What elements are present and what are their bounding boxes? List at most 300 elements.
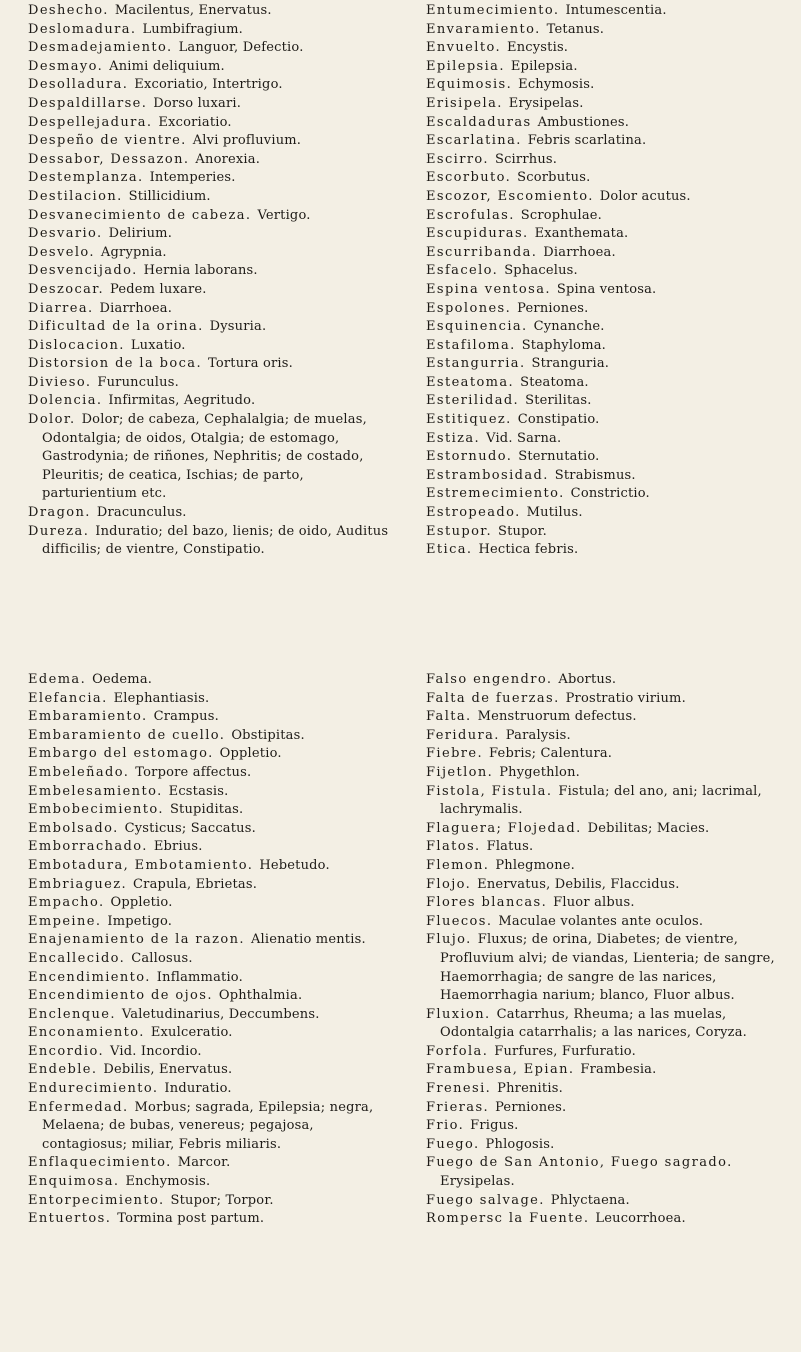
dictionary-entry [426,2,801,21]
entry-headword: Falta. [426,709,472,725]
entry-definition: Menstruorum defectus. [477,709,637,725]
entry-definition: Sternutatio. [518,449,600,465]
dictionary-entry [28,727,403,746]
entry-definition: Languor, Defectio. [178,40,304,56]
entry-headword: Envuelto. [426,40,501,56]
entry-headword: Emborrachado. [28,839,148,855]
entry-definition: Strabismus. [554,467,636,483]
entry-definition: Excoriatio. [158,114,232,130]
dictionary-entry [426,894,801,913]
dictionary-entry [426,838,801,857]
entry-headword: Espina ventosa. [426,281,551,297]
entry-definition: Valetudinarius, Deccumbens. [121,1006,320,1022]
dictionary-entry [28,876,403,895]
entry-headword: Dificultad de la orina. [28,319,204,335]
entry-headword: Forfola. [426,1043,489,1059]
dictionary-entry [426,820,801,839]
dictionary-entry [28,783,403,802]
dictionary-entry [426,745,801,764]
entry-definition: Scirrhus. [494,151,558,167]
entry-headword: Escaldaduras [426,114,532,130]
entry-definition: Constipatio. [517,412,600,428]
dictionary-entry [426,58,801,77]
entry-headword: Desolladura. [28,77,129,93]
entry-definition: Alienatio mentis. [250,932,366,948]
dictionary-entry [426,318,801,337]
entry-definition: Exulceratio. [150,1025,233,1041]
entry-definition: Sphacelus. [504,263,578,279]
entry-headword: Flujo. [426,932,472,948]
entry-definition: Infirmitas, Aegritudo. [108,393,256,409]
entry-definition: Torpore affectus. [135,764,252,780]
entry-headword: Embotadura, Embotamiento. [28,857,254,873]
entry-headword: Flatos. [426,839,481,855]
dictionary-entry [426,1043,801,1062]
dictionary-entry [28,894,403,913]
dictionary-entry [426,523,801,542]
entry-headword: Fijetlon. [426,764,494,780]
entry-definition: Stupor; Torpor. [170,1192,274,1208]
entry-definition: Hectica febris. [478,542,579,558]
entry-headword: Esfacelo. [426,263,499,279]
entry-definition: Tetanus. [546,21,605,37]
entry-definition: Intumescentia. [565,3,667,18]
entry-headword: Flojo. [426,876,472,892]
entry-definition: Perniones. [517,300,589,316]
dictionary-entry [28,151,403,170]
entry-headword: Desvario. [28,226,103,242]
entry-headword: Equimosis. [426,77,513,93]
entry-headword: Destilacion. [28,188,123,204]
dictionary-entry [426,207,801,226]
entry-headword: Enflaquecimiento. [28,1155,172,1171]
entry-headword: Falta de fuerzas. [426,690,560,706]
entry-headword: Dolencia. [28,393,103,409]
dictionary-entry [426,1061,801,1080]
entry-definition: Animi deliquium. [109,58,225,74]
entry-definition: Prostratio virium. [565,690,686,706]
entry-definition: Spina ventosa. [556,281,657,297]
dictionary-entry [426,541,801,560]
entry-headword: Estangurria. [426,356,526,372]
entry-definition: Fluor albus. [553,895,635,911]
dictionary-entry [426,504,801,523]
dictionary-entry [28,838,403,857]
dictionary-entry [426,337,801,356]
entry-definition: Furfures, Furfuratio. [494,1043,636,1059]
entry-definition: Luxatio. [130,337,186,353]
entry-headword: Erisipela. [426,95,503,111]
entry-definition: Cysticus; Saccatus. [124,820,256,836]
dictionary-entry [426,262,801,281]
dictionary-entry [426,244,801,263]
entry-definition: Dolor acutus. [599,188,691,204]
entry-definition: Phygethlon. [499,764,580,780]
entry-headword: Falso engendro. [426,672,553,687]
entry-definition: Morbus; sagrada, Epilepsia; negra, Melaena; de bubas, venereus; pegajosa, contagiosus; miliar, Febris miliaris. [42,1099,374,1152]
entry-headword: Rompersc la Fuente. [426,1211,590,1227]
entry-definition: Ophthalmia. [218,988,303,1004]
dictionary-entry [426,485,801,504]
entry-headword: Esquinencia. [426,319,528,335]
dictionary-entry [28,1024,403,1043]
entry-headword: Frambuesa, Epian. [426,1062,575,1078]
entry-headword: Enajenamiento de la razon. [28,932,245,948]
entry-headword: Estremecimiento. [426,486,565,502]
entry-definition: Obstipitas. [231,727,305,743]
entry-definition: Febris; Calentura. [489,746,613,762]
dictionary-entry [28,244,403,263]
entry-headword: Destemplanza. [28,170,144,186]
entry-headword: Frenesi. [426,1081,492,1097]
dictionary-entry [426,39,801,58]
dictionary-entry [28,1192,403,1211]
entry-headword: Encendimiento de ojos. [28,988,213,1004]
entry-headword: Escrofulas. [426,207,515,223]
entry-headword: Desvencijado. [28,263,138,279]
entry-definition: Exanthemata. [534,226,629,242]
dictionary-entry [28,188,403,207]
entry-definition: Macilentus, Enervatus. [114,3,272,18]
entry-headword: Entuertos. [28,1211,112,1227]
dictionary-entry [28,969,403,988]
dictionary-entry [426,1136,801,1155]
entry-headword: Fuego de San Antonio, Fuego sagrado. [426,1155,733,1171]
entry-headword: Desmadejamiento. [28,40,173,56]
entry-headword: Desmayo. [28,58,104,74]
dictionary-entry [426,1080,801,1099]
dictionary-entry [28,1006,403,1025]
entry-definition: Phlogosis. [485,1136,555,1152]
entry-definition: Perniones. [495,1099,567,1115]
entry-headword: Deslomadura. [28,21,137,37]
entry-definition: Echymosis. [518,77,595,93]
entry-headword: Enclenque. [28,1006,116,1022]
dictionary-entry [426,355,801,374]
entry-headword: Embolsado. [28,820,119,836]
entry-headword: Dolor. [28,412,76,428]
entry-definition: Impetigo. [107,913,173,929]
entry-definition: Hernia laborans. [143,263,258,279]
entry-definition: Constrictio. [570,486,650,502]
dictionary-entry [28,801,403,820]
entry-definition: Stupiditas. [169,802,244,818]
entry-headword: Enquimosa. [28,1174,120,1190]
entry-headword: Deszocar. [28,281,105,297]
dictionary-entry [28,337,403,356]
entry-definition: Debilis, Enervatus. [103,1062,233,1078]
dictionary-entry [28,1061,403,1080]
entry-headword: Edema. [28,672,87,687]
dictionary-entry [426,76,801,95]
dictionary-entry [426,281,801,300]
entry-headword: Estafiloma. [426,337,516,353]
entry-definition: Dorso luxari. [153,95,242,111]
entry-definition: Vid. Sarna. [486,430,562,446]
dictionary-entry [28,1210,403,1229]
entry-headword: Esteatoma. [426,374,515,390]
dictionary-entry [28,169,403,188]
entry-definition: Dolor; de cabeza, Cephalalgia; de muelas, Odontalgia; de oidos, Otalgia; de estomago, Gastrodynia; de riñones, Nephritis; de costado, Pleuritis; de ceatica, Ischias; de parto, parturientium etc. [42,412,367,502]
dictionary-entry [426,151,801,170]
dictionary-entry [28,931,403,950]
dictionary-entry [28,76,403,95]
dictionary-entry [28,411,403,504]
dictionary-entry [426,783,801,820]
dictionary-entry [28,1043,403,1062]
dictionary-entry [28,987,403,1006]
dictionary-entry [426,114,801,133]
entry-headword: Feridura. [426,727,500,743]
dictionary-entry [28,690,403,709]
dictionary-entry [28,2,403,21]
entry-definition: Vid. Incordio. [110,1043,202,1059]
entry-headword: Embeleñado. [28,764,130,780]
entry-definition: Epilepsia. [510,58,578,74]
entry-definition: Scrophulae. [520,207,603,223]
dictionary-entry [28,950,403,969]
entry-definition: Flatus. [486,839,534,855]
entry-headword: Flores blancas. [426,895,548,911]
entry-definition: Fluxus; de orina, Diabetes; de vientre, Profluvium alvi; de viandas, Lienteria; de sangre, Haemorrhagia; de sangre de las narices, Haemorrhagia narium; blanco, Fluor albus. [440,932,775,1004]
entry-definition: Stranguria. [531,356,610,372]
entry-definition: Oppletio. [219,746,282,762]
entry-headword: Esterilidad. [426,393,520,409]
entry-headword: Dragon. [28,505,91,521]
entry-definition: Enchymosis. [125,1174,211,1190]
entry-definition: Excoriatio, Intertrigo. [134,77,283,93]
entry-headword: Envaramiento. [426,21,541,37]
entry-headword: Desvelo. [28,244,95,260]
entry-headword: Fuego salvage. [426,1192,545,1208]
entry-definition: Erysipelas. [508,95,584,111]
entry-headword: Empacho. [28,895,105,911]
dictionary-entry [426,21,801,40]
dictionary-entry [426,913,801,932]
dictionary-entry [28,1080,403,1099]
entry-headword: Espolones. [426,300,512,316]
dictionary-entry [426,876,801,895]
entry-definition: Catarrhus, Rheuma; a las muelas, Odontalgia catarrhalis; a las narices, Coryza. [440,1006,747,1041]
dictionary-entry [28,1099,403,1155]
entry-headword: Fiebre. [426,746,484,762]
entry-headword: Estitiquez. [426,412,512,428]
entry-definition: Ecstasis. [168,783,229,799]
entry-headword: Fistola, Fistula. [426,783,553,799]
dictionary-entry [426,931,801,1005]
entry-definition: Pedem luxare. [110,281,207,297]
entry-headword: Escorbuto. [426,170,512,186]
entry-headword: Entorpecimiento. [28,1192,165,1208]
entry-definition: Ebrius. [153,839,203,855]
entry-headword: Estrambosidad. [426,467,549,483]
entry-headword: Endeble. [28,1062,98,1078]
entry-definition: Delirium. [108,226,173,242]
entry-definition: Intemperies. [149,170,236,186]
entry-headword: Frio. [426,1118,465,1134]
dictionary-entry [28,523,403,560]
entry-definition: Induratio; del bazo, lienis; de oido, Auditus difficilis; de vientre, Constipatio. [42,523,389,558]
entry-definition: Alvi profluvium. [192,133,302,149]
entry-headword: Encendimiento. [28,969,151,985]
dictionary-entry [426,671,801,690]
dictionary-entry [28,857,403,876]
dictionary-entry [426,411,801,430]
entry-headword: Diarrea. [28,300,94,316]
entry-definition: Callosus. [131,950,193,966]
dictionary-entry [28,281,403,300]
entry-headword: Dessabor, Dessazon. [28,151,190,167]
entry-definition: Dysuria. [209,319,267,335]
entry-definition: Frambesia. [580,1062,657,1078]
dictionary-entry [426,727,801,746]
dictionary-entry [28,58,403,77]
dictionary-entry [426,169,801,188]
entry-headword: Epilepsia. [426,58,505,74]
dictionary-entry [28,95,403,114]
dictionary-entry [426,467,801,486]
entry-headword: Empeine. [28,913,102,929]
dictionary-entry [426,764,801,783]
entry-definition: Inflammatio. [156,969,243,985]
entry-definition: Debilitas; Macies. [587,820,710,836]
dictionary-entry [426,374,801,393]
entry-headword: Entumecimiento. [426,3,560,18]
entry-headword: Escarlatina. [426,133,522,149]
entry-definition: Phlegmone. [495,857,575,873]
entry-headword: Embelesamiento. [28,783,163,799]
entry-definition: Leucorrhoea. [595,1211,686,1227]
entry-headword: Embriaguez. [28,876,128,892]
column-top-left [28,2,403,560]
entry-definition: Phlyctaena. [550,1192,630,1208]
dictionary-entry [28,39,403,58]
entry-definition: Oedema. [92,672,153,687]
entry-headword: Distorsion de la boca. [28,356,202,372]
entry-definition: Frigus. [470,1118,519,1134]
entry-headword: Etica. [426,542,473,558]
entry-definition: Cynanche. [533,319,605,335]
entry-definition: Agrypnia. [100,244,167,260]
dictionary-entry [28,21,403,40]
dictionary-entry [426,708,801,727]
entry-definition: Enervatus, Debilis, Flaccidus. [477,876,680,892]
entry-headword: Embaramiento de cuello. [28,727,226,743]
entry-headword: Despaldillarse. [28,95,148,111]
entry-headword: Despeño de vientre. [28,133,187,149]
dictionary-entry [28,392,403,411]
entry-headword: Escirro. [426,151,489,167]
dictionary-entry [426,225,801,244]
entry-definition: Ambustiones. [537,114,630,130]
entry-headword: Deshecho. [28,3,109,18]
entry-headword: Fluecos. [426,913,493,929]
entry-definition: Sterilitas. [525,393,592,409]
dictionary-entry [28,1154,403,1173]
dictionary-entry [426,95,801,114]
entry-headword: Divieso. [28,374,92,390]
entry-definition: Vertigo. [257,207,311,223]
dictionary-entry [28,708,403,727]
entry-headword: Despellejadura. [28,114,153,130]
entry-headword: Encordio. [28,1043,104,1059]
entry-definition: Tortura oris. [207,356,293,372]
dictionary-entry [28,820,403,839]
dictionary-entry [426,1210,801,1229]
dictionary-entry [28,1173,403,1192]
entry-headword: Frieras. [426,1099,490,1115]
dictionary-entry [28,913,403,932]
entry-headword: Fluxion. [426,1006,491,1022]
entry-headword: Escozor, Escomiento. [426,188,594,204]
dictionary-entry [28,132,403,151]
entry-definition: Elephantiasis. [113,690,210,706]
dictionary-entry [426,300,801,319]
dictionary-entry [426,392,801,411]
entry-definition: Anorexia. [195,151,261,167]
entry-headword: Estupor. [426,523,493,539]
entry-headword: Embargo del estomago. [28,746,214,762]
dictionary-entry [426,1099,801,1118]
entry-definition: Dracunculus. [96,505,187,521]
column-bottom-right [426,671,801,1229]
entry-headword: Estornudo. [426,449,513,465]
dictionary-entry [28,262,403,281]
dictionary-entry [426,1006,801,1043]
entry-definition: Furunculus. [97,374,179,390]
dictionary-entry [28,225,403,244]
entry-definition: Febris scarlatina. [527,133,647,149]
entry-definition: Oppletio. [110,895,173,911]
entry-headword: Escupiduras. [426,226,529,242]
dictionary-entry [426,132,801,151]
dictionary-entry [28,745,403,764]
dictionary-entry [426,448,801,467]
dictionary-entry [426,1117,801,1136]
entry-definition: Crampus. [153,709,219,725]
dictionary-entry [28,114,403,133]
entry-headword: Dislocacion. [28,337,125,353]
entry-headword: Estropeado. [426,505,521,521]
entry-definition: Marcor. [177,1155,231,1171]
dictionary-entry [28,318,403,337]
entry-definition: Staphyloma. [521,337,607,353]
entry-headword: Fuego. [426,1136,480,1152]
entry-definition: Steatoma. [520,374,589,390]
entry-definition: Induratio. [164,1081,232,1097]
dictionary-entry [28,374,403,393]
entry-definition: Phrenitis. [497,1081,563,1097]
entry-headword: Elefancia. [28,690,108,706]
dictionary-entry [426,1154,801,1191]
dictionary-entry [28,764,403,783]
entry-definition: Diarrhoea. [543,244,616,260]
dictionary-entry [426,857,801,876]
entry-headword: Dureza. [28,523,90,539]
entry-headword: Encallecido. [28,950,126,966]
dictionary-entry [28,504,403,523]
dictionary-entry [28,300,403,319]
dictionary-entry [426,1192,801,1211]
entry-headword: Flemon. [426,857,490,873]
entry-definition: Crapula, Ebrietas. [133,876,258,892]
entry-definition: Erysipelas. [440,1174,515,1190]
entry-headword: Desvanecimiento de cabeza. [28,207,252,223]
entry-definition: Scorbutus. [517,170,591,186]
entry-definition: Tormina post partum. [117,1211,265,1227]
dictionary-entry [426,690,801,709]
entry-definition: Paralysis. [505,727,571,743]
